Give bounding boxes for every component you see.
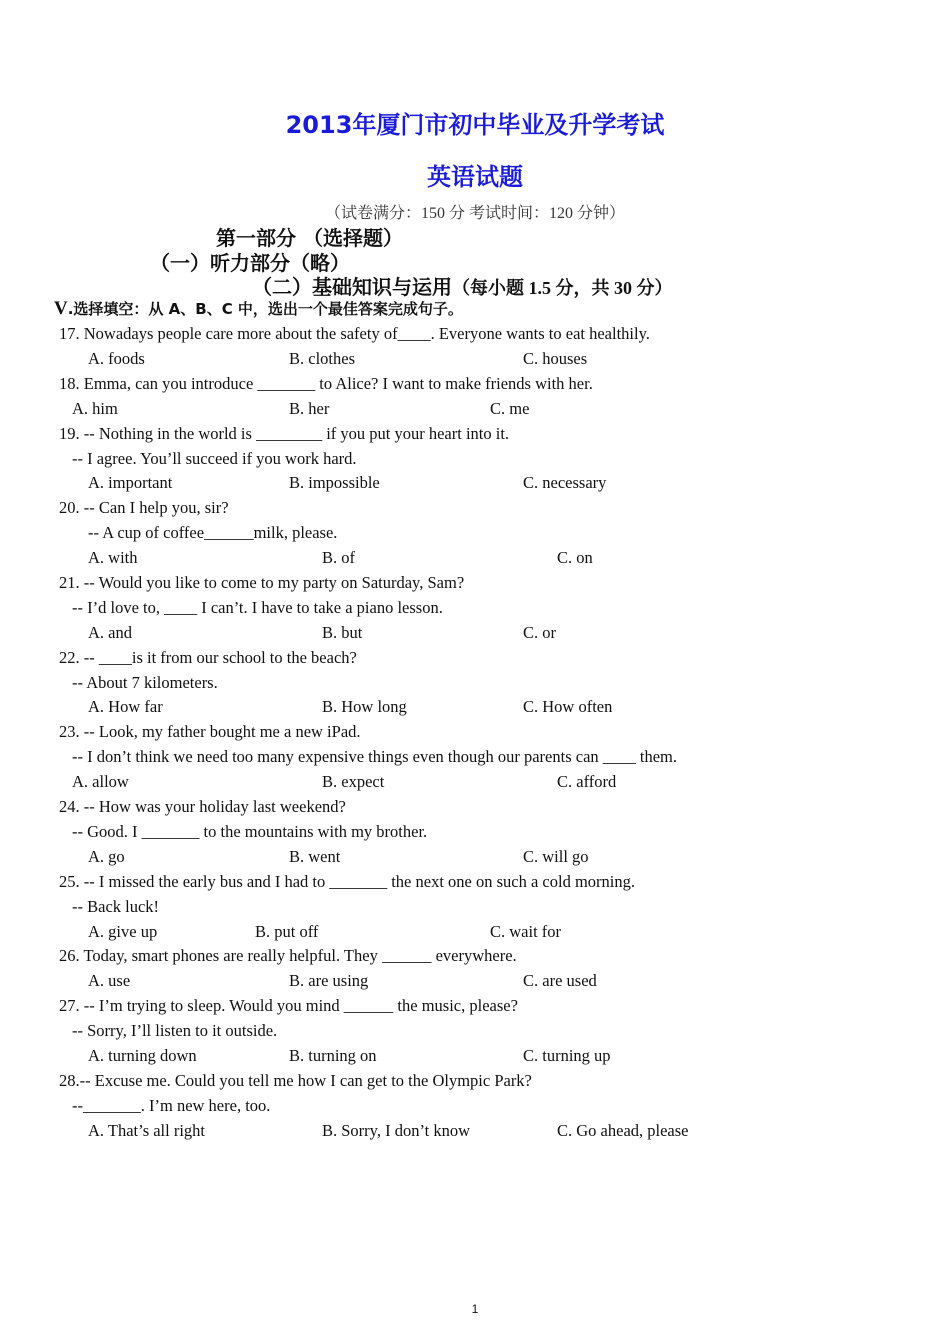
question-21-stem: 21. -- Would you like to come to my party on Saturday, Sam? xyxy=(59,573,465,592)
question-28-option-a: A. That’s all right xyxy=(88,1121,206,1140)
question-27-option-b: B. turning on xyxy=(289,1046,377,1065)
question-27-stem: 27. -- I’m trying to sleep. Would you mind ______ the music, please? xyxy=(59,996,518,1015)
instruction-text: .选择填空：从 A、B、C 中，选出一个最佳答案完成句子。 xyxy=(67,300,463,318)
section-two-points: （每小题 1.5 分，共 30 分） xyxy=(452,278,673,298)
question-19-option-b: B. impossible xyxy=(289,473,380,492)
part-one-heading: 第一部分 （选择题） xyxy=(216,226,403,250)
question-19-option-c: C. necessary xyxy=(523,473,607,492)
question-17-option-c: C. houses xyxy=(523,349,588,368)
question-20-option-c: C. on xyxy=(557,548,593,567)
question-21-option-c: C. or xyxy=(523,623,556,642)
question-26-option-b: B. are using xyxy=(289,971,369,990)
question-24-option-a: A. go xyxy=(88,847,125,866)
question-21-option-b: B. but xyxy=(322,623,363,642)
question-19-reply: -- I agree. You’ll succeed if you work hard. xyxy=(72,449,357,468)
question-20-option-a: A. with xyxy=(88,548,138,567)
question-19-option-a: A. important xyxy=(88,473,173,492)
question-20-option-b: B. of xyxy=(322,548,355,567)
section-two-title: （二）基础知识与运用 xyxy=(252,275,452,299)
question-25-option-b: B. put off xyxy=(255,922,319,941)
question-25-option-c: C. wait for xyxy=(490,922,562,941)
question-18-option-a: A. him xyxy=(72,399,118,418)
question-24-reply: -- Good. I _______ to the mountains with my brother. xyxy=(72,822,428,841)
question-27-reply: -- Sorry, I’ll listen to it outside. xyxy=(72,1021,278,1040)
exam-info: （试卷满分：150 分 考试时间：120 分钟） xyxy=(324,205,625,222)
subject-title: 英语试题 xyxy=(427,163,523,191)
question-20-reply: -- A cup of coffee______milk, please. xyxy=(88,523,338,542)
question-18-option-b: B. her xyxy=(289,399,330,418)
question-24-option-c: C. will go xyxy=(523,847,589,866)
question-18-option-c: C. me xyxy=(490,399,530,418)
question-23-reply: -- I don’t think we need too many expensive things even though our parents can ____ them. xyxy=(72,747,678,766)
question-23-stem: 23. -- Look, my father bought me a new iPad. xyxy=(59,722,361,741)
section-two-heading xyxy=(252,271,673,300)
exam-title: 2013年厦门市初中毕业及升学考试 xyxy=(285,111,665,139)
question-17-option-b: B. clothes xyxy=(289,349,355,368)
question-24-stem: 24. -- How was your holiday last weekend? xyxy=(59,797,346,816)
question-26-stem: 26. Today, smart phones are really helpful. They ______ everywhere. xyxy=(59,946,517,965)
question-22-option-a: A. How far xyxy=(88,697,163,716)
question-23-option-b: B. expect xyxy=(322,772,385,791)
page-number: 1 xyxy=(471,1302,479,1316)
question-20-stem: 20. -- Can I help you, sir? xyxy=(59,498,229,517)
question-21-reply: -- I’d love to, ____ I can’t. I have to take a piano lesson. xyxy=(72,598,443,617)
question-21-option-a: A. and xyxy=(88,623,132,642)
question-26-option-a: A. use xyxy=(88,971,131,990)
roman-numeral: V xyxy=(54,298,68,319)
question-25-reply: -- Back luck! xyxy=(72,897,160,916)
question-26-option-c: C. are used xyxy=(523,971,597,990)
question-22-option-b: B. How long xyxy=(322,697,407,716)
question-27-option-a: A. turning down xyxy=(88,1046,197,1065)
question-22-reply: -- About 7 kilometers. xyxy=(72,673,218,692)
question-25-option-a: A. give up xyxy=(88,922,158,941)
question-28-option-b: B. Sorry, I don’t know xyxy=(322,1121,471,1140)
question-25-stem: 25. -- I missed the early bus and I had to _______ the next one on such a cold morning. xyxy=(59,872,636,891)
question-27-option-c: C. turning up xyxy=(523,1046,611,1065)
question-19-stem: 19. -- Nothing in the world is ________ if you put your heart into it. xyxy=(59,424,510,443)
question-22-option-c: C. How often xyxy=(523,697,613,716)
question-17-option-a: A. foods xyxy=(88,349,145,368)
listening-heading: （一）听力部分（略） xyxy=(150,251,350,275)
question-22-stem: 22. -- ____is it from our school to the beach? xyxy=(59,648,357,667)
question-23-option-a: A. allow xyxy=(72,772,129,791)
question-23-option-c: C. afford xyxy=(557,772,617,791)
question-24-option-b: B. went xyxy=(289,847,341,866)
question-28-reply: --_______. I’m new here, too. xyxy=(72,1096,271,1115)
question-17-stem: 17. Nowadays people care more about the safety of____. Everyone wants to eat healthily. xyxy=(59,324,650,343)
question-28-stem: 28.-- Excuse me. Could you tell me how I can get to the Olympic Park? xyxy=(59,1071,532,1090)
instruction xyxy=(54,298,463,320)
question-28-option-c: C. Go ahead, please xyxy=(557,1121,689,1140)
question-18-stem: 18. Emma, can you introduce _______ to Alice? I want to make friends with her. xyxy=(59,374,593,393)
